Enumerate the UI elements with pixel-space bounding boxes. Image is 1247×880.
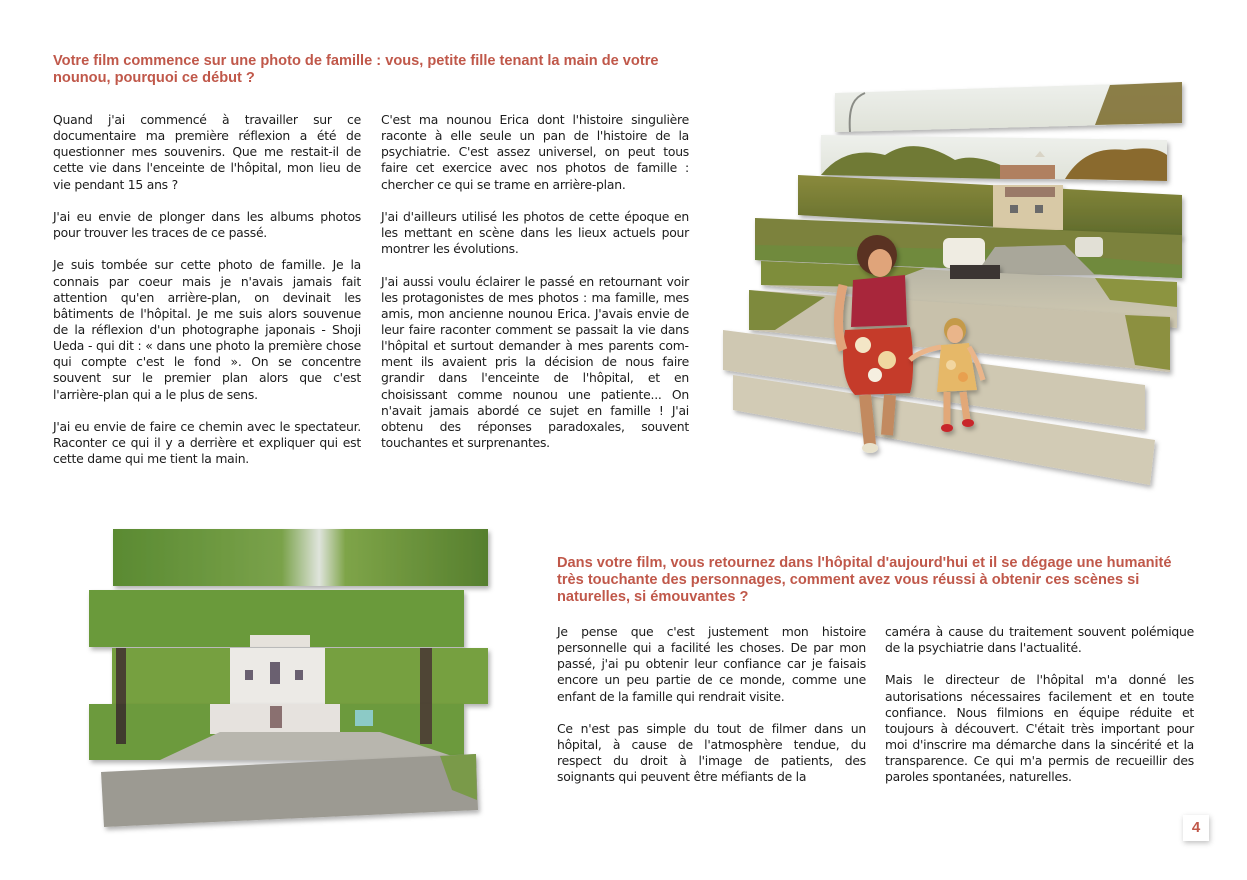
paragraph: J'ai d'ailleurs utilisé les photos de cette époque en les mettant en scène dans les lieux actuels pour montrer les évolutions. xyxy=(381,208,689,257)
photo-strip xyxy=(112,648,488,704)
photo-strip xyxy=(113,529,488,586)
paragraph: J'ai eu envie de faire ce chemin avec le spectateur. Raconter ce qui il y a derrière et expliquer qui est cette dame qui me tient la main. xyxy=(53,418,361,467)
paragraph: Ce n'est pas simple du tout de filmer dans un hôpital, à cause de l'atmosphère tendue, du respect du droit à l'image de patients, des soignants qui peuvent être méfiants de la xyxy=(557,720,866,785)
vintage-family-photo-collage xyxy=(715,75,1205,495)
answer-column-4 xyxy=(885,624,1194,786)
page-number: 4 xyxy=(1183,815,1209,841)
paragraph: Quand j'ai commencé à travailler sur ce documentaire ma première réflexion a été de questionner mes souvenirs. Que me restait-il de cette vie dans l'enceinte de l'hôpital, mon lieu de vie pendant 15 ans ? xyxy=(53,112,361,192)
photo-strip xyxy=(821,135,1167,181)
paragraph: J'ai aussi voulu éclairer le passé en retournant voir les protagonistes de mes photos : ma famille, mes amis, mon ancienne nounou Erica. J'avais envie de leur faire raconter comment se passait la vie dans l'hôpital et surtout demander à mes parents comment ils avaient pris la décision de nous faire grandir dans l'enceinte de l'hôpital, et en choisissant comme nounou une patiente... On n'avait jamais abordé ce sujet en famille ! J'ai obtenu des réponses paradoxales, souvent touchantes et surprenantes. xyxy=(381,273,689,451)
question-heading-2: Dans votre film, vous retournez dans l'hôpital d'aujourd'hui et il se dégage une humanité très touchante des personnages, comment avez vous réussi à obtenir ces scènes si naturelles, si émouvantes ? xyxy=(557,555,1172,605)
answer-column-1 xyxy=(53,112,361,467)
question-heading-1: Votre film commence sur une photo de famille : vous, petite fille tenant la main de votre nounou, pourquoi ce début ? xyxy=(53,53,659,86)
answer-column-2 xyxy=(381,112,689,451)
answer-column-3 xyxy=(557,624,866,786)
paragraph: Je pense que c'est justement mon histoire personnelle qui a facilité les choses. De par mon passé, j'ai pu obtenir leur confiance car je faisais encore un peu partie de ce monde, comme une enfant de la famille qui rendrait visite. xyxy=(557,624,866,704)
hospital-photo-image xyxy=(80,520,500,840)
photo-strip xyxy=(101,754,478,827)
paragraph: C'est ma nounou Erica dont l'histoire singulière raconte à elle seule un pan de l'histoire de la psychiatrie. C'est assez universel, on peut tous faire cet exercice avec nos photos de famille : chercher ce qui se trame en arrière-plan. xyxy=(381,112,689,192)
hospital-today-photo-collage xyxy=(80,520,500,840)
paragraph: Mais le directeur de l'hôpital m'a donné les autorisations nécessaires facilement et en toute confiance. Nous filmions en équipe réduite et toujours à découvert. C'était très important pour moi d'inscrire ma démarche dans la sincérité et la transparence. Ce qui m'a permis de recueillir des paroles spontanées, naturelles. xyxy=(885,672,1194,785)
photo-strip xyxy=(89,590,464,647)
photo-strip xyxy=(89,704,464,760)
paragraph: Je suis tombée sur cette photo de famille. Je la connais par coeur mais je n'avais jamais fait attention qu'en arrière-plan, on devinait les bâtiments de l'hôpital. Je me suis alors souvenue de la réflexion d'un photographe japonais - Shoji Ueda - qui dit : « dans une photo la première chose qui compte c'est le fond ». On se concentre souvent sur le premier plan alors que c'est l'arrière-plan qui a le plus de sens. xyxy=(53,257,361,402)
photo-strip xyxy=(835,82,1182,132)
vintage-photo-image xyxy=(715,75,1205,495)
paragraph: caméra à cause du traitement souvent polémique de la psychiatrie dans l'actualité. xyxy=(885,624,1194,656)
paragraph: J'ai eu envie de plonger dans les albums photos pour trouver les traces de ce passé. xyxy=(53,208,361,241)
